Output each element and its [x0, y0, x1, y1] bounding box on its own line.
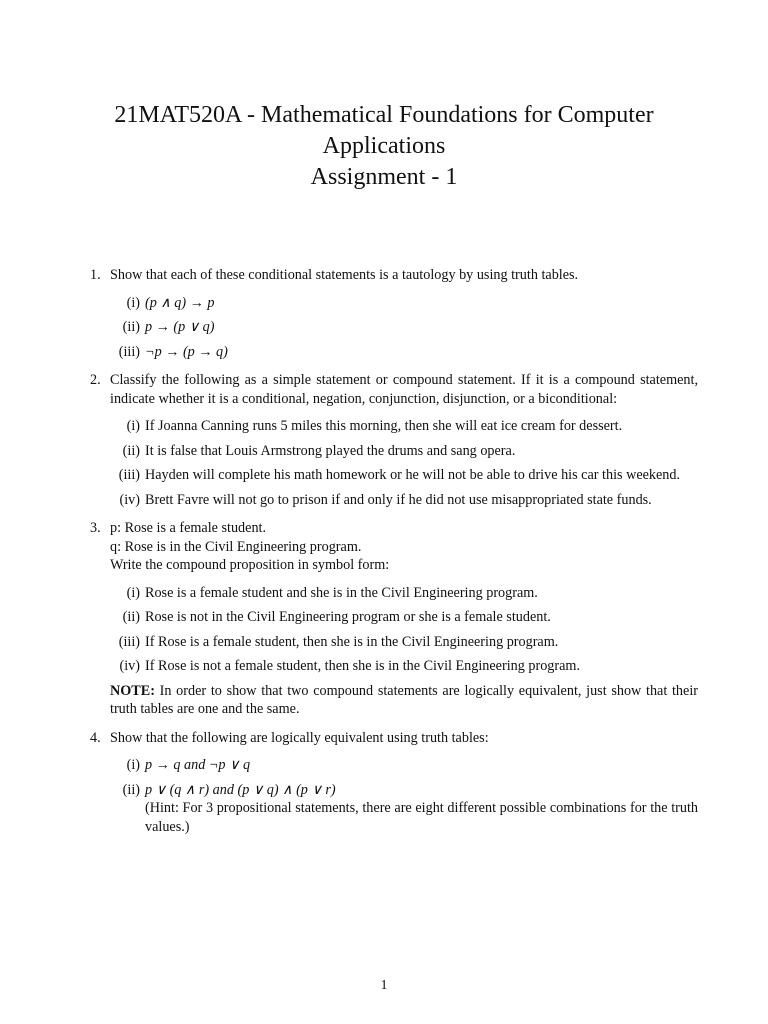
subitem-label: (iii) — [118, 343, 140, 360]
subitem-label: (ii) — [122, 442, 140, 459]
subitem-label: (i) — [126, 584, 140, 601]
subitem — [110, 657, 698, 676]
question-1 — [90, 266, 698, 361]
question-text: Show that the following are logically equivalent using truth tables: — [110, 729, 489, 746]
note-text: In order to show that two compound statements are logically equivalent, just show that their truth tables are one and the same. — [110, 682, 698, 717]
question-number: 2. — [90, 372, 101, 388]
proposition-p: p: Rose is a female student. — [110, 520, 267, 536]
subitem — [110, 491, 698, 510]
hint-text: (Hint: For 3 propositional statements, there are eight different possible combinations for the truth values.) — [145, 800, 698, 835]
subitem-label: (iv) — [119, 491, 140, 508]
course-title-continued: Applications — [322, 133, 446, 159]
formula: ¬p → (p → q) — [145, 343, 228, 360]
subitem — [110, 417, 698, 436]
subitem-text: Brett Favre will not go to prison if and only if he did not use misappropriated state funds. — [145, 491, 652, 508]
note-label: NOTE: — [110, 682, 155, 699]
question-list — [90, 266, 698, 846]
subitem-text: If Joanna Canning runs 5 miles this morning, then she will eat ice cream for dessert. — [145, 418, 623, 434]
question-instruction: Write the compound proposition in symbol form: — [110, 557, 390, 573]
subitem — [110, 343, 698, 362]
assignment-title: Assignment - 1 — [310, 164, 458, 190]
subitem — [110, 442, 698, 461]
subitem-label: (iii) — [118, 633, 140, 650]
subitem-list — [110, 417, 698, 509]
formula: p → q and ¬p ∨ q — [145, 757, 251, 773]
subitem-text: Rose is not in the Civil Engineering program or she is a female student. — [145, 609, 551, 625]
subitem-label: (ii) — [122, 609, 140, 625]
subitem-list — [110, 584, 698, 676]
subitem-text: If Rose is not a female student, then she is in the Civil Engineering program. — [145, 658, 580, 674]
subitem-list — [110, 756, 698, 836]
subitem — [110, 466, 698, 485]
document-title — [60, 100, 708, 193]
question-number: 4. — [90, 729, 101, 746]
subitem — [110, 608, 698, 627]
subitem-text: Hayden will complete his math homework or he will not be able to drive his car this weekend. — [145, 467, 681, 483]
question-4 — [90, 729, 698, 837]
subitem — [110, 318, 698, 337]
subitem-label: (i) — [126, 294, 140, 311]
note — [110, 682, 698, 719]
subitem-label: (i) — [126, 757, 140, 773]
subitem-label: (iii) — [118, 467, 140, 483]
subitem — [110, 294, 698, 313]
question-text — [110, 519, 698, 575]
question-3 — [90, 519, 698, 719]
question-2 — [90, 371, 698, 509]
subitem — [110, 781, 698, 837]
question-text: Classify the following as a simple statement or compound statement. If it is a compound statement, indicate whether it is a conditional, negation, conjunction, disjunction, or a biconditional: — [110, 372, 698, 407]
subitem — [110, 633, 698, 652]
subitem-text: It is false that Louis Armstrong played the drums and sang opera. — [145, 442, 516, 459]
subitem-list — [110, 294, 698, 362]
subitem — [110, 584, 698, 603]
course-title: 21MAT520A - Mathematical Foundations for Computer — [114, 102, 654, 128]
formula: p → (p ∨ q) — [145, 319, 215, 335]
page-number: 1 — [380, 978, 388, 993]
subitem-text: Rose is a female student and she is in the Civil Engineering program. — [145, 584, 538, 601]
subitem-label: (i) — [126, 418, 140, 434]
proposition-q: q: Rose is in the Civil Engineering program. — [110, 538, 362, 555]
subitem-label: (ii) — [122, 781, 140, 798]
formula: p ∨ (q ∧ r) and (p ∨ q) ∧ (p ∨ r) — [145, 781, 336, 798]
formula: (p ∧ q) → p — [145, 294, 215, 311]
question-number: 1. — [90, 267, 101, 283]
question-text: Show that each of these conditional statements is a tautology by using truth tables. — [110, 267, 579, 283]
subitem-label: (ii) — [122, 319, 140, 335]
subitem-text: If Rose is a female student, then she is in the Civil Engineering program. — [145, 633, 559, 650]
subitem-label: (iv) — [119, 658, 140, 674]
question-number: 3. — [90, 520, 101, 536]
subitem — [110, 756, 698, 775]
